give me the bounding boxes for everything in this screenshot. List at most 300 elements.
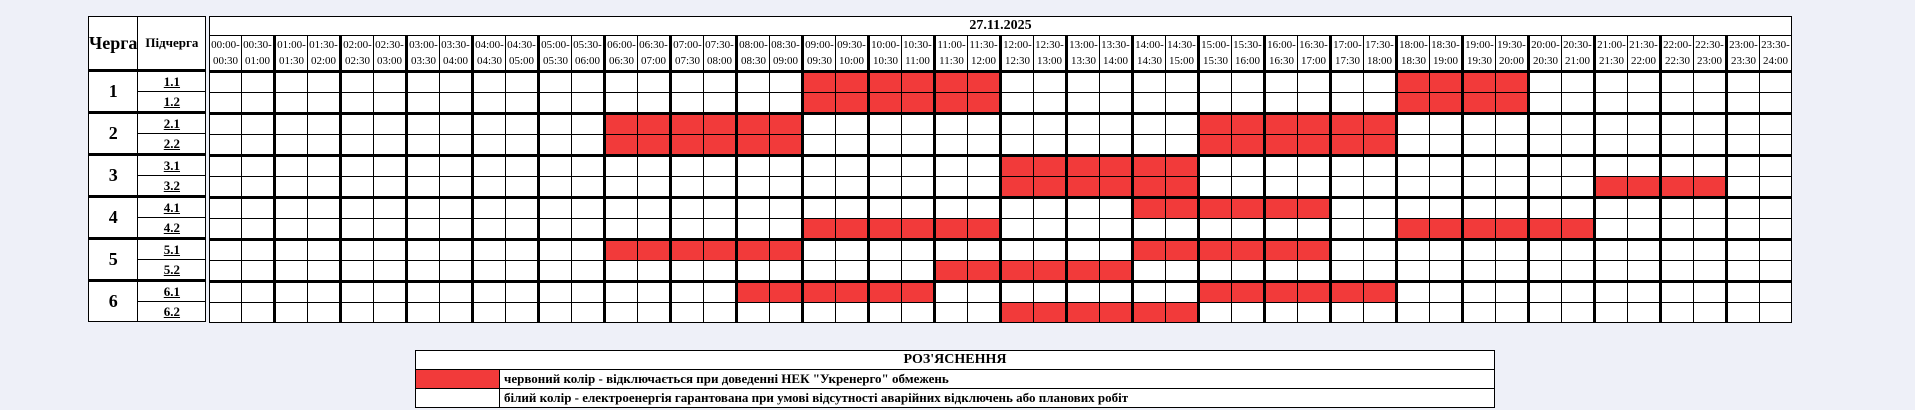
- subqueue-link[interactable]: 4.1: [138, 197, 206, 218]
- slot-on: [1364, 240, 1397, 261]
- time-slot-start: 12:00-: [1003, 39, 1032, 51]
- slot-on: [1199, 156, 1232, 177]
- schedule-row: [210, 114, 1792, 135]
- slot-on: [210, 282, 242, 303]
- slot-on: [1595, 198, 1628, 219]
- slot-on: [539, 72, 572, 93]
- slot-on: [407, 114, 440, 135]
- slot-on: [605, 156, 638, 177]
- slot-on: [341, 261, 374, 282]
- slot-on: [572, 219, 605, 240]
- slot-on: [1298, 219, 1331, 240]
- slot-on: [1364, 156, 1397, 177]
- slot-on: [1496, 114, 1529, 135]
- time-slot-end: 07:00: [640, 55, 667, 67]
- slot-on: [638, 303, 671, 323]
- slot-on: [1760, 135, 1792, 156]
- slot-on: [1562, 93, 1595, 114]
- queue-number: 1: [89, 71, 138, 113]
- slot-on: [374, 303, 407, 323]
- time-slot-end: 13:00: [1036, 55, 1063, 67]
- slot-on: [1595, 261, 1628, 282]
- slot-on: [1331, 303, 1364, 323]
- time-slot-header: [1529, 36, 1562, 72]
- slot-off: [1100, 177, 1133, 198]
- slot-on: [1529, 114, 1562, 135]
- slot-on: [1001, 198, 1034, 219]
- slot-on: [902, 198, 935, 219]
- slot-on: [407, 135, 440, 156]
- schedule-row: [210, 282, 1792, 303]
- slot-on: [308, 240, 341, 261]
- slot-on: [1661, 135, 1694, 156]
- slot-on: [1727, 93, 1760, 114]
- slot-on: [1562, 156, 1595, 177]
- slot-off: [1430, 219, 1463, 240]
- slot-on: [210, 219, 242, 240]
- slot-on: [1265, 303, 1298, 323]
- slot-on: [210, 198, 242, 219]
- slot-on: [407, 261, 440, 282]
- slot-on: [902, 177, 935, 198]
- subqueue-link[interactable]: 4.2: [138, 218, 206, 239]
- slot-on: [1001, 93, 1034, 114]
- slot-off: [869, 72, 902, 93]
- slot-on: [1496, 303, 1529, 323]
- schedule-row: [210, 219, 1792, 240]
- slot-off: [869, 282, 902, 303]
- slot-on: [638, 93, 671, 114]
- slot-on: [935, 156, 968, 177]
- time-slot-end: 20:30: [1532, 55, 1559, 67]
- slot-on: [1364, 177, 1397, 198]
- slot-off: [836, 72, 869, 93]
- schedule-date: 27.11.2025: [210, 17, 1792, 36]
- slot-on: [539, 240, 572, 261]
- slot-on: [374, 261, 407, 282]
- slot-off: [968, 261, 1001, 282]
- slot-on: [407, 93, 440, 114]
- slot-on: [638, 156, 671, 177]
- slot-on: [1595, 303, 1628, 323]
- time-slot-header: [473, 36, 506, 72]
- time-slot-header: [770, 36, 803, 72]
- schedule-row: [210, 177, 1792, 198]
- time-slot-start: 06:30-: [639, 39, 668, 51]
- slot-on: [539, 135, 572, 156]
- time-slot-end: 11:30: [939, 55, 964, 67]
- time-slots-row: [210, 36, 1792, 72]
- slot-off: [1496, 219, 1529, 240]
- slot-off: [1199, 114, 1232, 135]
- slot-on: [308, 261, 341, 282]
- slot-on: [1232, 261, 1265, 282]
- slot-on: [1595, 240, 1628, 261]
- slot-on: [1694, 198, 1727, 219]
- slot-off: [968, 93, 1001, 114]
- slot-on: [968, 240, 1001, 261]
- slot-off: [935, 261, 968, 282]
- slot-off: [1199, 135, 1232, 156]
- slot-on: [1694, 114, 1727, 135]
- slot-off: [704, 240, 737, 261]
- slot-on: [1661, 261, 1694, 282]
- slot-on: [1595, 114, 1628, 135]
- slot-on: [210, 303, 242, 323]
- slot-on: [1067, 240, 1100, 261]
- legend-title: РОЗ'ЯСНЕННЯ: [416, 351, 1495, 370]
- slot-on: [1331, 177, 1364, 198]
- slot-on: [704, 198, 737, 219]
- slot-on: [539, 303, 572, 323]
- slot-on: [1001, 240, 1034, 261]
- slot-on: [1562, 303, 1595, 323]
- slot-on: [638, 198, 671, 219]
- time-slot-header: [539, 36, 572, 72]
- slot-on: [308, 135, 341, 156]
- time-slot-header: [210, 36, 242, 72]
- time-slot-end: 20:00: [1498, 55, 1525, 67]
- slot-on: [1199, 72, 1232, 93]
- time-slot-start: 05:00-: [541, 39, 570, 51]
- slot-on: [341, 72, 374, 93]
- slot-on: [440, 156, 473, 177]
- slot-on: [1628, 240, 1661, 261]
- time-slot-start: 23:00-: [1729, 39, 1758, 51]
- time-slot-header: [869, 36, 902, 72]
- slot-on: [1661, 72, 1694, 93]
- slot-on: [1562, 72, 1595, 93]
- subqueue-link[interactable]: 5.2: [138, 260, 206, 281]
- slot-on: [1397, 135, 1430, 156]
- slot-on: [1232, 303, 1265, 323]
- time-slot-end: 03:30: [410, 55, 437, 67]
- slot-on: [1331, 261, 1364, 282]
- subqueue-link[interactable]: 2.1: [138, 113, 206, 134]
- slot-on: [1628, 198, 1661, 219]
- slot-on: [1760, 198, 1792, 219]
- subqueue-link[interactable]: 5.1: [138, 239, 206, 260]
- slot-off: [1694, 177, 1727, 198]
- slot-on: [1496, 240, 1529, 261]
- slot-on: [1562, 198, 1595, 219]
- time-slot-start: 01:00-: [277, 39, 306, 51]
- time-slot-start: 23:30-: [1761, 39, 1790, 51]
- slot-on: [1529, 198, 1562, 219]
- slot-on: [1661, 156, 1694, 177]
- time-slot-start: 03:30-: [441, 39, 470, 51]
- slot-on: [1694, 156, 1727, 177]
- slot-on: [341, 114, 374, 135]
- time-slot-start: 16:00-: [1267, 39, 1296, 51]
- slot-off: [1265, 282, 1298, 303]
- time-slot-header: [440, 36, 473, 72]
- time-slot-start: 19:30-: [1497, 39, 1526, 51]
- slot-on: [440, 240, 473, 261]
- slot-on: [1529, 177, 1562, 198]
- slot-on: [242, 135, 275, 156]
- slot-on: [572, 198, 605, 219]
- slot-on: [473, 219, 506, 240]
- slot-on: [275, 240, 308, 261]
- slot-on: [473, 282, 506, 303]
- time-slot-end: 04:30: [476, 55, 503, 67]
- slot-on: [1496, 156, 1529, 177]
- slot-on: [1562, 240, 1595, 261]
- slot-on: [1661, 114, 1694, 135]
- slot-on: [1727, 303, 1760, 323]
- slot-off: [1661, 177, 1694, 198]
- slot-off: [1232, 114, 1265, 135]
- time-slot-start: 19:00-: [1465, 39, 1494, 51]
- slot-on: [836, 114, 869, 135]
- slot-off: [1166, 303, 1199, 323]
- slot-off: [1232, 198, 1265, 219]
- time-slot-header: [1397, 36, 1430, 72]
- slot-on: [638, 282, 671, 303]
- slot-on: [572, 303, 605, 323]
- time-slot-header: [341, 36, 374, 72]
- slot-off: [605, 135, 638, 156]
- slot-on: [1628, 303, 1661, 323]
- time-slot-end: 16:00: [1234, 55, 1261, 67]
- slot-on: [1463, 114, 1496, 135]
- subqueue-link[interactable]: 1.2: [138, 92, 206, 113]
- slot-off: [1067, 177, 1100, 198]
- subqueue-link[interactable]: 6.2: [138, 302, 206, 322]
- slot-off: [869, 219, 902, 240]
- slot-off: [869, 93, 902, 114]
- slot-on: [1166, 219, 1199, 240]
- slot-on: [1727, 219, 1760, 240]
- slot-off: [704, 114, 737, 135]
- slot-off: [737, 240, 770, 261]
- slot-off: [1199, 198, 1232, 219]
- slot-off: [1232, 135, 1265, 156]
- slot-on: [1694, 240, 1727, 261]
- legend-swatch-red: [416, 370, 500, 389]
- time-slot-header: [836, 36, 869, 72]
- slot-on: [539, 261, 572, 282]
- time-slot-header: [572, 36, 605, 72]
- slot-on: [1034, 198, 1067, 219]
- slot-off: [1133, 240, 1166, 261]
- time-slot-start: 09:30-: [837, 39, 866, 51]
- slot-on: [770, 156, 803, 177]
- slot-off: [1166, 156, 1199, 177]
- slot-off: [1067, 303, 1100, 323]
- time-slot-end: 12:30: [1004, 55, 1031, 67]
- time-slot-header: [374, 36, 407, 72]
- subqueue-link[interactable]: 2.2: [138, 134, 206, 155]
- slot-on: [1331, 198, 1364, 219]
- slot-off: [1430, 72, 1463, 93]
- slot-on: [671, 261, 704, 282]
- slot-on: [1265, 72, 1298, 93]
- slot-on: [1661, 219, 1694, 240]
- slot-on: [605, 72, 638, 93]
- slot-on: [407, 156, 440, 177]
- slot-on: [539, 114, 572, 135]
- slot-on: [1760, 114, 1792, 135]
- slot-off: [1496, 72, 1529, 93]
- slot-off: [638, 240, 671, 261]
- slot-on: [836, 156, 869, 177]
- slot-off: [1463, 219, 1496, 240]
- slot-off: [1100, 156, 1133, 177]
- schedule-row: [210, 261, 1792, 282]
- time-slot-end: 06:30: [608, 55, 635, 67]
- slot-off: [902, 93, 935, 114]
- time-slot-header: [1232, 36, 1265, 72]
- slot-on: [902, 135, 935, 156]
- slot-on: [308, 198, 341, 219]
- time-slot-header: [1463, 36, 1496, 72]
- slot-on: [1166, 72, 1199, 93]
- time-slot-header: [1331, 36, 1364, 72]
- slot-on: [407, 177, 440, 198]
- slot-on: [308, 282, 341, 303]
- slot-on: [1496, 135, 1529, 156]
- slot-on: [1331, 72, 1364, 93]
- time-slot-header: [1265, 36, 1298, 72]
- slot-off: [1067, 261, 1100, 282]
- time-slot-header: [1298, 36, 1331, 72]
- slot-on: [308, 93, 341, 114]
- slot-off: [1001, 177, 1034, 198]
- time-slot-start: 12:30-: [1035, 39, 1064, 51]
- slot-off: [1529, 219, 1562, 240]
- slot-off: [770, 135, 803, 156]
- slot-on: [473, 177, 506, 198]
- slot-on: [1496, 261, 1529, 282]
- slot-on: [1529, 282, 1562, 303]
- subqueue-link[interactable]: 1.1: [138, 71, 206, 92]
- slot-on: [1232, 93, 1265, 114]
- slot-on: [1364, 198, 1397, 219]
- slot-on: [1694, 135, 1727, 156]
- slot-on: [407, 282, 440, 303]
- slot-on: [1628, 261, 1661, 282]
- slot-on: [968, 156, 1001, 177]
- slot-on: [374, 198, 407, 219]
- time-slot-start: 15:30-: [1233, 39, 1262, 51]
- slot-on: [407, 303, 440, 323]
- slot-off: [638, 135, 671, 156]
- slot-off: [1628, 177, 1661, 198]
- slot-on: [1100, 240, 1133, 261]
- slot-off: [1265, 240, 1298, 261]
- time-slot-end: 22:00: [1630, 55, 1657, 67]
- slot-on: [1529, 240, 1562, 261]
- slot-on: [341, 240, 374, 261]
- slot-on: [1760, 240, 1792, 261]
- slot-on: [803, 303, 836, 323]
- slot-on: [1727, 261, 1760, 282]
- time-slot-header: [704, 36, 737, 72]
- time-slot-start: 00:00-: [211, 39, 240, 51]
- slot-off: [770, 114, 803, 135]
- slot-on: [671, 177, 704, 198]
- slot-off: [1001, 156, 1034, 177]
- slot-on: [1727, 177, 1760, 198]
- subqueue-link[interactable]: 6.1: [138, 281, 206, 302]
- slot-on: [1298, 156, 1331, 177]
- slot-on: [506, 219, 539, 240]
- slot-on: [1496, 198, 1529, 219]
- slot-on: [1430, 198, 1463, 219]
- slot-on: [770, 219, 803, 240]
- time-slot-start: 02:00-: [343, 39, 372, 51]
- queue-number: 4: [89, 197, 138, 239]
- time-slot-header: [1562, 36, 1595, 72]
- slot-on: [1067, 114, 1100, 135]
- schedule-row: [210, 240, 1792, 261]
- slot-on: [1001, 72, 1034, 93]
- slot-on: [737, 177, 770, 198]
- queue-number: 5: [89, 239, 138, 281]
- subqueue-link[interactable]: 3.1: [138, 155, 206, 176]
- slot-on: [210, 72, 242, 93]
- time-slot-header: [1166, 36, 1199, 72]
- slot-on: [836, 135, 869, 156]
- slot-on: [506, 114, 539, 135]
- slot-on: [242, 261, 275, 282]
- slot-on: [242, 177, 275, 198]
- time-slot-end: 05:00: [508, 55, 535, 67]
- slot-on: [1298, 177, 1331, 198]
- slot-on: [968, 198, 1001, 219]
- slot-off: [1133, 198, 1166, 219]
- slot-on: [1661, 303, 1694, 323]
- slot-on: [869, 156, 902, 177]
- slot-on: [1628, 156, 1661, 177]
- time-slot-end: 01:00: [244, 55, 271, 67]
- slot-on: [1100, 114, 1133, 135]
- time-slot-header: [242, 36, 275, 72]
- slot-off: [968, 72, 1001, 93]
- slot-on: [275, 198, 308, 219]
- time-slot-end: 19:00: [1432, 55, 1459, 67]
- slot-on: [1529, 135, 1562, 156]
- subqueue-link[interactable]: 3.2: [138, 176, 206, 197]
- time-slot-start: 22:30-: [1695, 39, 1724, 51]
- time-slot-header: [275, 36, 308, 72]
- slot-on: [1727, 282, 1760, 303]
- slot-on: [1067, 72, 1100, 93]
- slot-on: [704, 156, 737, 177]
- slot-on: [1628, 219, 1661, 240]
- time-slot-end: 15:00: [1168, 55, 1195, 67]
- slot-on: [572, 156, 605, 177]
- time-slot-end: 12:00: [970, 55, 997, 67]
- queue-label-body: [89, 17, 206, 322]
- slot-on: [473, 156, 506, 177]
- slot-on: [1595, 282, 1628, 303]
- slot-on: [1298, 261, 1331, 282]
- slot-on: [1199, 177, 1232, 198]
- slot-on: [473, 72, 506, 93]
- slot-off: [1067, 156, 1100, 177]
- slot-on: [1694, 261, 1727, 282]
- slot-on: [803, 135, 836, 156]
- slot-off: [935, 219, 968, 240]
- slot-on: [1133, 114, 1166, 135]
- slot-on: [1694, 303, 1727, 323]
- time-slot-end: 14:30: [1136, 55, 1163, 67]
- time-slot-start: 11:00-: [937, 39, 966, 51]
- slot-on: [308, 219, 341, 240]
